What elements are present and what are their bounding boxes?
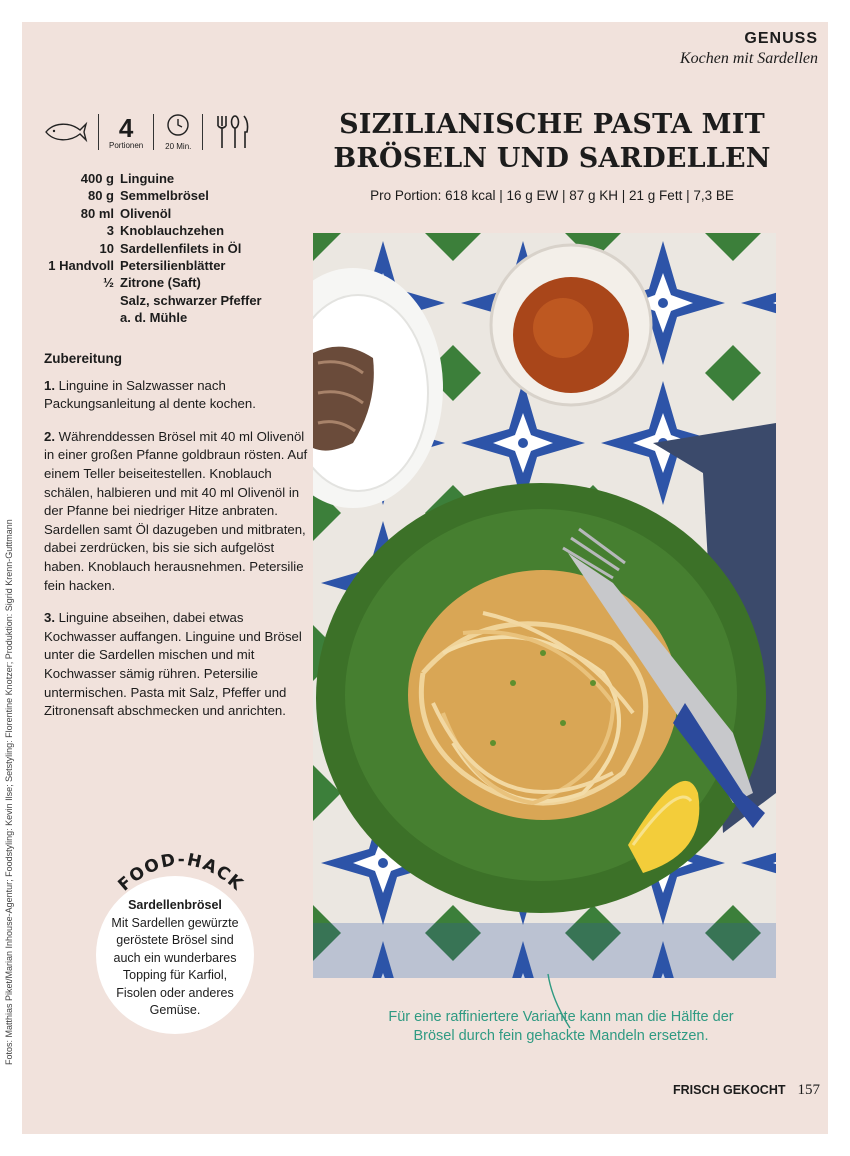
recipe-meta	[44, 112, 253, 152]
food-hack-badge	[106, 840, 256, 900]
ingredient-name: Salz, schwarzer Pfeffer	[120, 292, 262, 308]
fish-icon	[44, 120, 88, 144]
divider	[98, 114, 99, 150]
ingredient-name: Olivenöl	[120, 205, 172, 221]
ingredient-amount: 80 g	[87, 188, 114, 204]
pasta-nest	[408, 570, 678, 820]
section-subtitle: Kochen mit Sardellen	[679, 50, 818, 67]
step-2: 2. Währenddessen Brösel mit 40 ml Olivenöl in einer großen Pfanne goldbraun rösten. Auf einem Teller beiseitestellen. Knoblauch schälen, halbieren und mit 40 ml Olivenöl in der Pfanne bei niedriger Hitze anbraten. Sardellen samt Öl dazugeben und mitbraten, dabei zerdrücken, bis sie sich aufgelöst haben. Knoblauch herausnehmen. Petersilie fein hacken.	[44, 428, 308, 593]
ingredient-row	[36, 257, 262, 274]
page-number: 157	[797, 1082, 820, 1098]
food-hack-title: Sardellenbrösel	[128, 898, 222, 912]
nutrition-info: Pro Portion: 618 kcal | 16 g EW | 87 g KH | 21 g Fett | 7,3 BE	[370, 188, 734, 203]
page-footer	[673, 1082, 820, 1099]
ingredient-amount: 400 g	[80, 171, 114, 186]
ingredient-row	[36, 222, 262, 239]
ingredient-amount: ½	[103, 275, 114, 291]
food-hack-body: Mit Sardellen gewürzte geröstete Brösel sind auch ein wunderbares Topping für Karfiol, Fisolen oder anderes Gemüse.	[111, 915, 239, 1017]
section-label: GENUSS	[744, 30, 818, 47]
ingredient-amount: 10	[99, 240, 114, 256]
ingredient-name: a. d. Mühle	[120, 310, 188, 326]
portions-label: Portionen	[109, 140, 144, 150]
step-1: 1. Linguine in Salzwasser nach Packungsanleitung al dente kochen.	[44, 377, 256, 412]
ingredient-amount	[36, 309, 120, 326]
food-hack-label: FOOD-HACK	[114, 849, 248, 896]
ingredient-amount: 3	[106, 223, 114, 239]
ingredient-amount	[36, 292, 120, 309]
magazine-name: FRISCH GEKOCHT	[673, 1083, 786, 1097]
time-label: 20 Min.	[165, 142, 192, 151]
preparation	[44, 350, 316, 735]
recipe-tip: Für eine raffiniertere Variante kann man die Hälfte der Brösel durch fein gehackte Mandeln ersetzen.	[388, 1009, 734, 1044]
ingredient-list	[36, 170, 262, 327]
ingredient-row	[36, 170, 262, 187]
step-3: 3. Linguine abseihen, dabei etwas Kochwasser auffangen. Linguine und Brösel unter die Sardellen mischen und mit Kochwasser sämig rühren. Petersilie untermischen. Pasta mit Salz, Pfeffer und Zitronensaft abschmecken und anrichten.	[44, 610, 302, 719]
section-header	[680, 30, 818, 68]
ingredient-row	[36, 309, 262, 326]
ingredient-name: Sardellenfilets in Öl	[120, 240, 242, 256]
recipe-title-line2: BRÖSELN UND SARDELLEN	[333, 143, 771, 174]
food-photo	[313, 233, 776, 978]
preparation-heading: Zubereitung	[44, 351, 122, 366]
ingredient-name: Semmelbrösel	[120, 188, 209, 204]
photo-credits: Fotos: Matthias Piket/Marian Inhouse-Agentur; Foodstyling: Kevin Ilse; Setstyling: Florentine Knotzer; Produktion: Sigrid Krenn-Guttmann	[4, 519, 14, 1065]
ingredient-name: Linguine	[120, 171, 175, 186]
ingredient-row	[36, 187, 262, 204]
ingredient-row	[36, 240, 262, 257]
divider	[202, 114, 203, 150]
ingredient-row	[36, 292, 262, 309]
recipe-title	[322, 108, 782, 176]
divider	[153, 114, 154, 150]
ingredient-amount: 80 ml	[80, 205, 114, 221]
ingredient-name: Knoblauchzehen	[120, 223, 225, 239]
clock-icon	[164, 113, 192, 137]
time-block	[164, 113, 192, 151]
recipe-title-line1: SIZILIANISCHE PASTA MIT	[339, 109, 765, 140]
portions-block	[109, 112, 144, 150]
ingredient-amount: 1 Handvoll	[48, 258, 114, 274]
ingredient-row	[36, 205, 262, 222]
ingredient-name: Zitrone (Saft)	[120, 275, 201, 291]
ingredient-name: Petersilienblätter	[120, 258, 226, 274]
svg-text:FOOD-HACK	[115, 850, 248, 896]
portions-value: 4	[118, 112, 134, 143]
ingredient-row	[36, 274, 262, 291]
food-hack-text	[96, 897, 254, 1020]
cutlery-icon	[213, 114, 253, 150]
